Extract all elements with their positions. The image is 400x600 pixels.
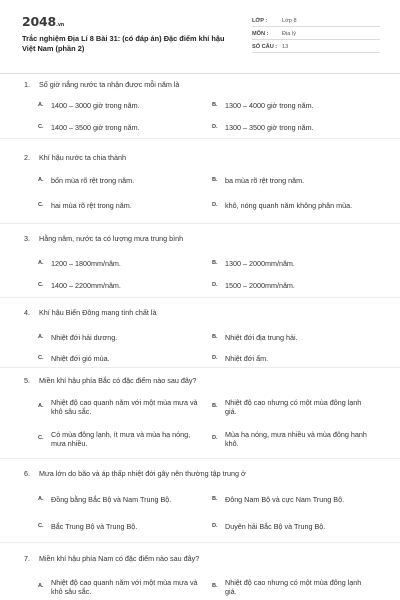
option-c[interactable] <box>38 275 212 297</box>
option-c[interactable] <box>38 117 212 139</box>
option-letter: A. <box>38 333 44 340</box>
option-letter: C. <box>38 282 44 289</box>
question-stem <box>24 74 382 95</box>
option-text: ba mùa rõ rệt trong năm. <box>225 176 305 186</box>
options <box>24 95 382 139</box>
option-text: 1400 – 3500 giờ trong năm. <box>51 123 140 133</box>
question-3 <box>0 224 400 298</box>
option-letter: B. <box>212 496 218 503</box>
question-text: Mưa lớn do bão và áp thấp nhiệt đới gây nên thường tập trung ở <box>39 468 246 478</box>
meta-key: MÔN : <box>252 31 269 37</box>
option-letter: A. <box>38 102 44 109</box>
option-letter: D. <box>212 124 218 131</box>
question-number: 4. <box>24 308 30 317</box>
option-text: Nhiệt độ cao quanh năm với một mùa mưa và khô sâu sắc. <box>51 397 198 416</box>
option-text: 1500 – 2000mm/năm. <box>225 281 295 291</box>
option-a[interactable] <box>38 171 212 191</box>
option-letter: C. <box>38 354 44 361</box>
option-letter: B. <box>212 260 218 267</box>
page-title: Trắc nghiệm Địa Lí 8 Bài 31: (có đáp án) Đặc điểm khí hậu Việt Nam (phần 2) <box>22 34 225 53</box>
option-letter: D. <box>212 354 218 361</box>
option-letter: C. <box>38 202 44 209</box>
option-b[interactable] <box>212 571 382 600</box>
question-text: Miền khí hậu phía Bắc có đặc điểm nào sau đây? <box>39 376 197 385</box>
option-letter: B. <box>212 583 218 590</box>
meta-row-class <box>252 14 380 27</box>
option-text: 1400 – 2200mm/năm. <box>51 281 121 291</box>
option-text: bốn mùa rõ rệt trong năm. <box>51 176 135 186</box>
option-text: Nhiệt đới hải dương. <box>51 332 118 342</box>
question-number: 6. <box>24 468 30 478</box>
options <box>24 485 382 539</box>
option-text: 1300 – 2000mm/năm. <box>225 259 295 269</box>
question-text: Khí hậu Biển Đông mang tính chất là <box>39 308 157 317</box>
option-a[interactable] <box>38 391 212 423</box>
option-letter: D. <box>212 202 218 209</box>
option-text: Mùa hạ nóng, mưa nhiều và mùa đông hanh khô. <box>225 429 367 448</box>
option-a[interactable] <box>38 571 212 600</box>
option-text: Đông Nam Bộ và cực Nam Trung Bộ. <box>225 495 345 505</box>
option-text: Nhiệt độ cao quanh năm với một mùa mưa và khô sâu sắc. <box>51 577 198 596</box>
meta-value: Lớp 8 <box>282 18 297 24</box>
option-b[interactable] <box>212 171 382 191</box>
question-stem <box>24 298 382 327</box>
logo-suffix: .vn <box>56 22 65 28</box>
option-c[interactable] <box>38 348 212 369</box>
option-letter: B. <box>212 102 218 109</box>
option-letter: A. <box>38 583 44 590</box>
meta-value: 13 <box>282 44 289 50</box>
question-stem <box>24 459 382 485</box>
option-d[interactable] <box>212 348 382 369</box>
option-d[interactable] <box>212 275 382 297</box>
option-a[interactable] <box>38 327 212 348</box>
option-text: 1400 – 3000 giờ trong năm. <box>51 101 140 111</box>
question-number: 3. <box>24 234 30 243</box>
option-text: hai mùa rõ rệt trong năm. <box>51 201 132 211</box>
meta-key: LỚP : <box>252 18 268 24</box>
option-b[interactable] <box>212 253 382 275</box>
option-letter: C. <box>38 435 44 442</box>
option-letter: B. <box>212 333 218 340</box>
question-4 <box>0 298 400 368</box>
options <box>24 391 382 455</box>
question-text: Số giờ nắng nước ta nhận được mỗi năm là <box>39 80 180 89</box>
question-stem <box>24 368 382 391</box>
option-b[interactable] <box>212 95 382 117</box>
option-letter: C. <box>38 523 44 530</box>
option-text: Bắc Trung Bộ và Trung Bộ. <box>51 522 138 532</box>
option-a[interactable] <box>38 485 212 515</box>
option-letter: A. <box>38 403 44 410</box>
option-text: Nhiệt đới địa trung hải. <box>225 332 298 342</box>
option-c[interactable] <box>38 515 212 539</box>
option-c[interactable] <box>38 423 212 455</box>
question-stem <box>24 139 382 171</box>
option-text: 1200 – 1800mm/năm. <box>51 259 121 269</box>
option-letter: D. <box>212 435 218 442</box>
options <box>24 571 382 600</box>
option-text: Nhiệt độ cao nhưng có một mùa đông lạnh giá. <box>225 577 362 596</box>
option-d[interactable] <box>212 423 382 455</box>
question-number: 5. <box>24 376 30 385</box>
document-header <box>0 0 400 68</box>
option-letter: C. <box>38 124 44 131</box>
option-text: Nhiệt đới ẩm. <box>225 353 269 363</box>
option-letter: D. <box>212 523 218 530</box>
option-d[interactable] <box>212 515 382 539</box>
options <box>24 327 382 369</box>
option-letter: A. <box>38 177 44 184</box>
logo-main: 2048 <box>22 14 56 29</box>
meta-row-subject <box>252 27 380 40</box>
question-number: 7. <box>24 553 30 563</box>
option-text: Đồng bằng Bắc Bộ và Nam Trung Bộ. <box>51 495 172 505</box>
option-text: 1300 – 4000 giờ trong năm. <box>225 101 314 111</box>
option-text: 1300 – 3500 giờ trong năm. <box>225 123 314 133</box>
option-b[interactable] <box>212 485 382 515</box>
question-6 <box>0 459 400 543</box>
option-a[interactable] <box>38 95 212 117</box>
question-list <box>0 74 400 600</box>
options <box>24 171 382 221</box>
option-text: Nhiệt độ cao nhưng có một mùa đông lạnh giá. <box>225 397 362 416</box>
option-text: khô, nóng quanh năm không phân mùa. <box>225 201 353 211</box>
meta-key: SỐ CÂU : <box>252 44 278 50</box>
question-text: Khí hậu nước ta chia thành <box>39 152 127 162</box>
option-letter: B. <box>212 177 218 184</box>
option-text: Nhiệt đới gió mùa. <box>51 353 110 363</box>
question-text: Hằng năm, nước ta có lượng mưa trung bình <box>39 234 184 243</box>
options <box>24 253 382 297</box>
question-1 <box>0 74 400 139</box>
question-5 <box>0 368 400 459</box>
question-text: Miền khí hậu phía Nam có đặc điểm nào sau đây? <box>39 553 200 563</box>
option-d[interactable] <box>212 191 382 221</box>
option-letter: A. <box>38 260 44 267</box>
meta-value: Địa lý <box>282 31 296 37</box>
question-7 <box>0 543 400 600</box>
option-text: Có mùa đông lạnh, ít mưa và mùa hạ nóng, mưa nhiều. <box>51 429 191 448</box>
question-number: 1. <box>24 80 30 89</box>
question-2 <box>0 139 400 224</box>
question-number: 2. <box>24 152 30 162</box>
meta-row-count <box>252 40 380 53</box>
option-d[interactable] <box>212 117 382 139</box>
option-text: Duyên hải Bắc Bộ và Trung Bộ. <box>225 522 326 532</box>
option-b[interactable] <box>212 327 382 348</box>
question-stem <box>24 224 382 253</box>
meta-info <box>252 14 380 53</box>
option-b[interactable] <box>212 391 382 423</box>
option-letter: D. <box>212 282 218 289</box>
option-letter: A. <box>38 496 44 503</box>
option-c[interactable] <box>38 191 212 221</box>
option-a[interactable] <box>38 253 212 275</box>
option-letter: B. <box>212 403 218 410</box>
question-stem <box>24 543 382 571</box>
